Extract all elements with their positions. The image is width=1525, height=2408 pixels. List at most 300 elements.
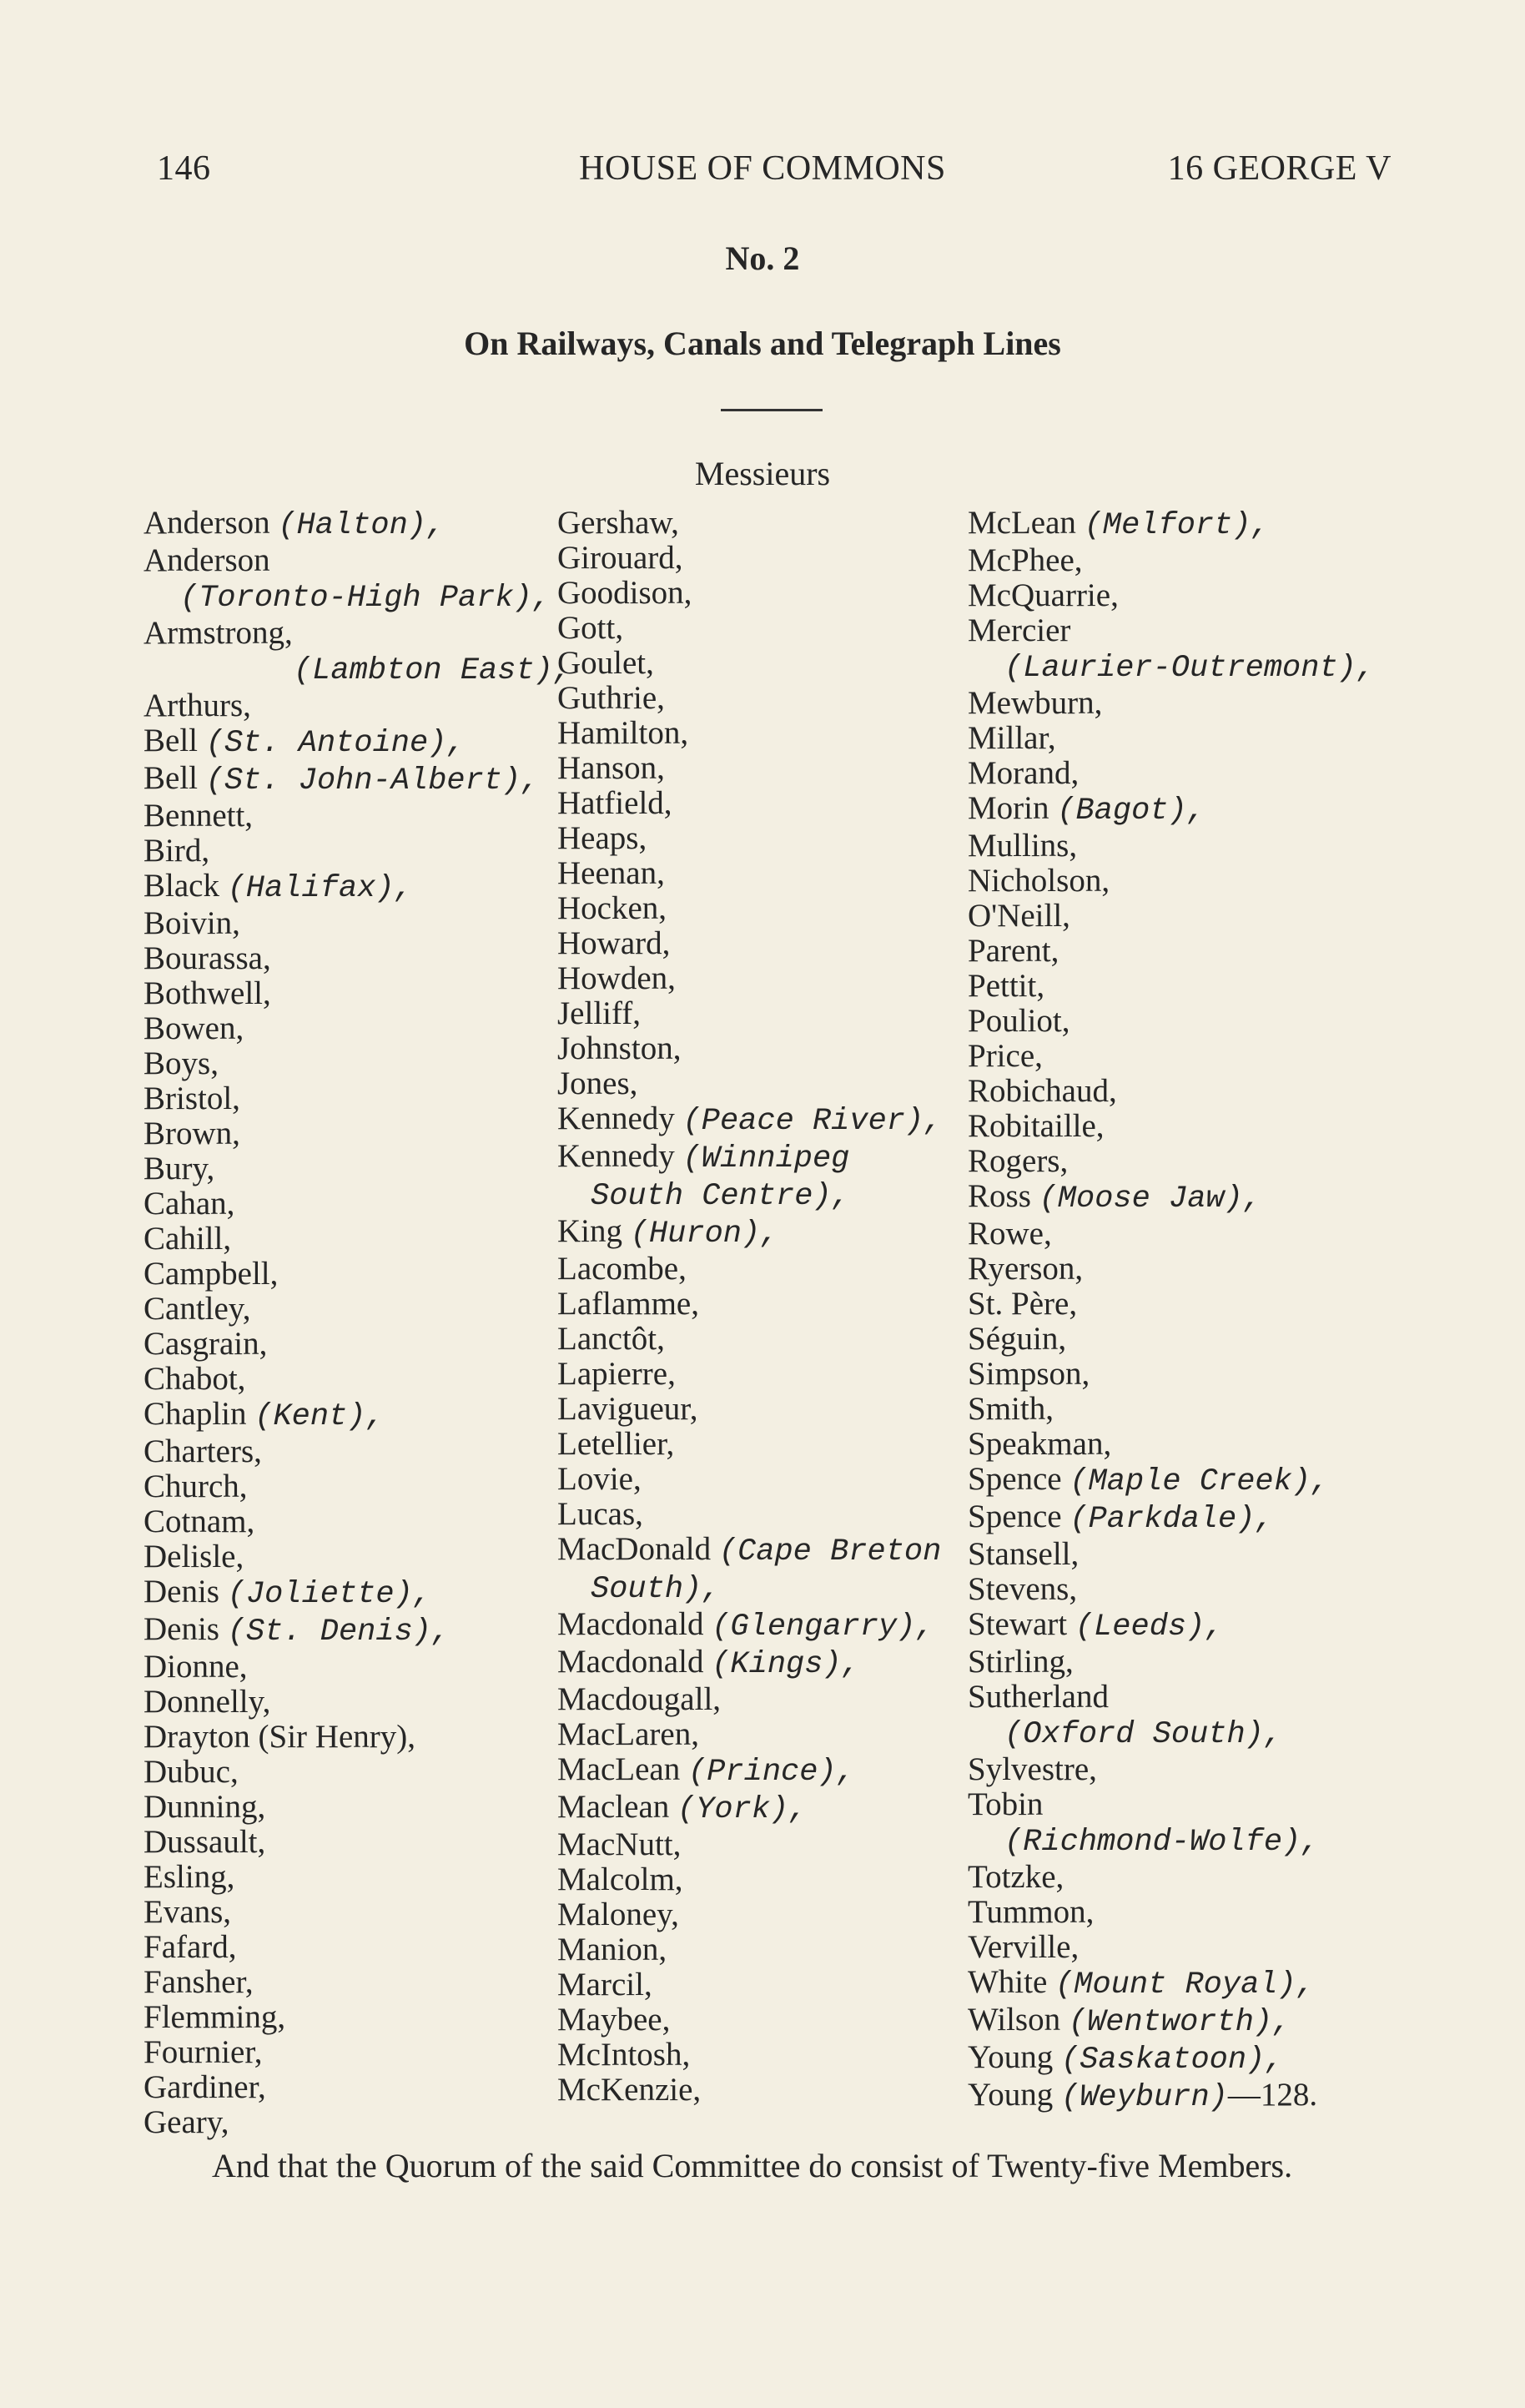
member-name: Johnston, [557,1030,682,1066]
member-entry [557,1607,974,1645]
member-entry [557,996,974,1031]
member-district: (Wentworth), [1068,2005,1291,2040]
member-entry [143,1222,561,1257]
member-name: Stewart [968,1606,1068,1642]
member-count: —128. [1227,2077,1318,2113]
member-entry [968,686,1435,721]
member-name: Heenan, [557,855,665,891]
member-name: Dussault, [143,1824,266,1860]
member-name: Delisle, [143,1539,244,1574]
member-entry [968,1109,1435,1144]
member-name: Howard, [557,925,671,961]
member-district: (Laurier-Outremont), [1004,651,1376,686]
member-entry [143,1116,561,1151]
member-name: Tummon, [968,1894,1095,1930]
member-entry [557,1645,974,1682]
member-district: (Kings), [712,1647,860,1682]
member-name: Totzke, [968,1859,1064,1895]
member-entry [968,829,1435,864]
member-entry [143,1504,561,1539]
member-entry [968,1322,1435,1357]
member-name: Pettit, [968,968,1045,1004]
member-name: Armstrong, [143,615,293,651]
member-name: Arthurs, [143,688,251,723]
member-name: Cantley, [143,1291,251,1327]
member-entry [143,798,561,834]
member-entry [968,1537,1435,1572]
member-entry [143,1327,561,1362]
member-name: Jelliff, [557,995,642,1031]
member-name: Ryerson, [968,1251,1084,1287]
member-entry [968,1860,1435,1895]
member-name: Macdonald [557,1606,704,1642]
member-name: Cahan, [143,1186,235,1222]
member-name: Fafard, [143,1929,237,1965]
member-entry [968,2040,1435,2078]
member-entry [143,976,561,1011]
page-number: 146 [157,149,211,188]
member-name: Lanctôt, [557,1321,665,1357]
member-entry [143,869,561,906]
member-entry [968,1752,1435,1787]
member-name: Young [968,2039,1054,2075]
member-entry [968,756,1435,791]
member-entry [557,1101,974,1139]
member-entry [143,1825,561,1860]
member-entry [143,2070,561,2105]
member-name: Lavigueur, [557,1391,698,1427]
member-entry [557,856,974,891]
member-name: Hatfield, [557,785,672,821]
member-name: Maloney, [557,1897,679,1932]
member-entry [968,934,1435,969]
salutation: Messieurs [694,455,831,492]
member-name: Esling, [143,1859,235,1895]
member-district: South), [591,1572,721,1607]
member-name: Letellier, [557,1426,675,1462]
member-district: (Peace River), [682,1104,943,1139]
member-district: (Melfort), [1084,508,1270,543]
member-name: Gott, [557,610,624,646]
member-name: Hanson, [557,750,665,786]
member-name: Price, [968,1038,1043,1074]
member-entry [968,864,1435,899]
member-entry [968,969,1435,1004]
member-entry [557,1790,974,1827]
member-district: (Huron), [630,1217,779,1252]
member-entry [557,1252,974,1287]
member-name: Chaplin [143,1396,247,1432]
member-name: Macdougall, [557,1681,722,1717]
member-entry [143,1046,561,1081]
member-entry [143,1612,561,1650]
member-name: Gardiner, [143,2069,266,2105]
member-name: Marcil, [557,1967,652,2002]
member-name: Sutherland [968,1679,1109,1715]
member-name: Morand, [968,755,1080,791]
member-name: Robichaud, [968,1073,1117,1109]
member-entry [143,1930,561,1965]
member-entry [968,1287,1435,1322]
member-entry [968,1895,1435,1930]
member-name: Bowen, [143,1010,244,1046]
member-name: Charters, [143,1433,262,1469]
member-name: Sylvestre, [968,1751,1097,1787]
member-name: McLean [968,505,1076,541]
member-name: Lovie, [557,1461,642,1497]
member-entry [557,1214,974,1252]
member-name: Fournier, [143,2034,263,2070]
member-entry [557,1932,974,1967]
member-district: (Oxford South), [1004,1717,1283,1752]
member-entry [968,1074,1435,1109]
member-entry [143,1151,561,1186]
member-name: Millar, [968,720,1056,756]
member-entry [143,1257,561,1292]
member-entry [143,1650,561,1685]
member-entry [557,961,974,996]
member-entry [143,1860,561,1895]
member-entry [557,786,974,821]
member-entry [557,2073,974,2108]
member-entry [557,1357,974,1392]
member-district-continued [968,648,1435,686]
member-entry [557,1967,974,2002]
member-entry [968,1427,1435,1462]
member-name: Dunning, [143,1789,266,1825]
member-name: Smith, [968,1391,1054,1427]
member-name: King [557,1213,622,1249]
member-name: Kennedy [557,1138,675,1174]
member-name: Morin [968,790,1049,826]
member-name: Hamilton, [557,715,689,751]
member-name: Manion, [557,1932,667,1967]
member-entry [557,1897,974,1932]
member-name: Goodison, [557,575,692,611]
member-entry [557,1717,974,1752]
member-district: (Halifax), [227,871,413,906]
member-entry [968,1144,1435,1179]
divider-rule [721,409,823,411]
member-name: Bell [143,760,198,796]
member-entry [557,646,974,681]
member-entry [557,1497,974,1532]
member-name: Pouliot, [968,1003,1070,1039]
member-entry [557,681,974,716]
member-entry [968,1930,1435,1965]
running-title: HOUSE OF COMMONS [579,149,946,188]
member-column-2 [557,506,974,2108]
member-entry [968,578,1435,613]
member-entry [143,2105,561,2140]
member-name: Rowe, [968,1216,1052,1252]
member-entry [143,2035,561,2070]
member-entry [143,1469,561,1504]
member-entry [557,1827,974,1862]
member-name: Spence [968,1499,1062,1534]
member-name: Drayton (Sir Henry), [143,1719,415,1755]
member-entry [143,1397,561,1434]
regnal-year: 16 GEORGE V [1167,149,1392,188]
member-column-1 [143,505,572,2140]
member-name: Séguin, [968,1321,1067,1357]
member-district: (Mount Royal), [1055,1967,1315,2002]
member-district: (Richmond-Wolfe), [1004,1825,1320,1860]
member-name: Speakman, [968,1426,1112,1462]
member-name: Bristol, [143,1081,240,1116]
member-name: Boivin, [143,905,240,941]
member-entry [143,1011,561,1046]
member-entry [143,761,561,798]
member-name: Hocken, [557,890,667,926]
member-name: St. Père, [968,1286,1078,1322]
member-entry [143,834,561,869]
member-entry [557,1392,974,1427]
member-name: Bury, [143,1151,215,1186]
member-name: Kennedy [557,1101,675,1136]
member-district-continued [968,1822,1435,1860]
member-name: Goulet, [557,645,654,681]
member-entry [968,791,1435,829]
member-district: South Centre), [591,1179,850,1214]
member-entry [968,1645,1435,1680]
member-name: Rogers, [968,1143,1069,1179]
member-name: Young [968,2077,1054,2113]
member-name: Cahill, [143,1221,232,1257]
member-name: Cotnam, [143,1504,255,1539]
member-entry [968,506,1435,543]
member-district: (Leeds), [1075,1610,1224,1645]
member-district: (St. Antoine), [205,726,466,761]
member-name: Macdonald [557,1644,704,1680]
member-entry [143,543,561,578]
member-entry [557,891,974,926]
member-name: Dubuc, [143,1754,239,1790]
member-entry [557,1532,974,1569]
member-district: (St. Denis), [227,1615,450,1650]
member-entry [557,611,974,646]
member-entry [143,1895,561,1930]
member-name: Anderson [143,505,270,541]
member-name: McKenzie, [557,2072,702,2108]
closing-paragraph [143,2148,1375,2184]
member-entry [557,1322,974,1357]
member-name: Bourassa, [143,940,271,976]
member-name: Casgrain, [143,1326,268,1362]
member-name: Parent, [968,933,1059,969]
member-name: Church, [143,1468,248,1504]
member-entry [143,1081,561,1116]
member-name: White [968,1964,1048,2000]
member-entry [143,688,561,723]
member-entry [143,1434,561,1469]
member-entry [557,1862,974,1897]
member-district: (Parkdale), [1070,1502,1274,1537]
member-entry [968,1787,1435,1822]
member-name: Lucas, [557,1496,643,1532]
member-name: Bell [143,723,198,758]
member-district: (York), [677,1792,808,1827]
member-entry [143,1790,561,1825]
member-name: Flemming, [143,1999,286,2035]
member-entry [557,1752,974,1790]
member-name: Stirling, [968,1644,1074,1680]
member-entry [557,541,974,576]
member-name: Stansell, [968,1536,1080,1572]
member-entry [557,1682,974,1717]
member-entry [557,926,974,961]
member-name: Maybee, [557,2002,671,2038]
member-entry [557,2002,974,2038]
member-name: MacNutt, [557,1826,682,1862]
member-entry [557,1427,974,1462]
member-entry [557,821,974,856]
member-name: Spence [968,1461,1062,1497]
member-name: Verville, [968,1929,1080,1965]
member-entry [143,2000,561,2035]
member-name: Denis [143,1611,219,1647]
member-name: Fansher, [143,1964,254,2000]
member-entry [143,723,561,761]
member-name: McPhee, [968,542,1083,578]
member-district-continued [143,651,572,688]
quorum-text: And that the Quorum of the said Committee do consist of Twenty-five Members. [212,2147,1293,2184]
member-name: Boys, [143,1045,219,1081]
member-entry [557,576,974,611]
member-name: Brown, [143,1116,240,1151]
member-name: Lapierre, [557,1356,676,1392]
member-district: (Weyburn) [1061,2080,1228,2115]
member-district: (Joliette), [227,1577,431,1612]
member-name: MacDonald [557,1531,712,1567]
member-district-continued [968,1715,1435,1752]
member-entry [557,1287,974,1322]
member-entry [557,2038,974,2073]
member-column-3 [968,506,1435,2115]
member-name: Denis [143,1574,219,1610]
member-entry [143,906,561,941]
member-entry [968,1499,1435,1537]
member-entry [968,1252,1435,1287]
member-name: Bennett, [143,798,254,834]
member-name: Tobin [968,1786,1044,1822]
member-name: Gershaw, [557,505,679,541]
member-name: Campbell, [143,1256,279,1292]
member-district: (Prince), [688,1755,855,1790]
member-name: Malcolm, [557,1861,683,1897]
member-entry [143,1755,561,1790]
member-name: Bird, [143,833,210,869]
member-entry [968,1572,1435,1607]
member-entry [968,543,1435,578]
member-district: (Moose Jaw), [1039,1181,1262,1217]
section-title: On Railways, Canals and Telegraph Lines [464,325,1061,362]
member-name: Nicholson, [968,863,1110,899]
member-entry [968,899,1435,934]
member-name: MacLean [557,1751,681,1787]
member-entry [143,616,561,651]
member-name: Mewburn, [968,685,1103,721]
member-name: Stevens, [968,1571,1078,1607]
member-name: Dionne, [143,1649,248,1685]
member-entry [968,2002,1435,2040]
member-entry [557,1066,974,1101]
member-name: Mercier [968,612,1071,648]
member-name: Donnelly, [143,1684,271,1720]
member-entry [143,1186,561,1222]
member-entry [143,941,561,976]
member-name: Lacombe, [557,1251,687,1287]
member-entry [968,1965,1435,2002]
member-name: Wilson [968,2002,1061,2038]
member-district: (Toronto-High Park), [180,581,551,616]
member-entry [143,1362,561,1397]
member-entry [968,1392,1435,1427]
member-district: (St. John-Albert), [205,763,540,798]
member-district: (Glengarry), [712,1610,934,1645]
member-name: Bothwell, [143,975,271,1011]
member-entry [968,1357,1435,1392]
member-entry [143,1574,561,1612]
member-name: Laflamme, [557,1286,699,1322]
member-entry [557,1139,974,1176]
member-name: McQuarrie, [968,577,1119,613]
member-name: Jones, [557,1065,638,1101]
member-entry [968,1217,1435,1252]
member-entry [143,1292,561,1327]
member-district: (Cape Breton [718,1534,942,1569]
member-name: Chabot, [143,1361,246,1397]
member-entry [968,613,1435,648]
member-entry [968,1462,1435,1499]
member-entry [143,1965,561,2000]
member-name: O'Neill, [968,898,1070,934]
member-entry [968,1004,1435,1039]
section-number: No. 2 [725,239,800,277]
member-entry [557,751,974,786]
member-district: (Lambton East), [294,653,572,688]
member-name: Ross [968,1178,1031,1214]
member-name: Robitaille, [968,1108,1105,1144]
member-entry [143,1720,561,1755]
member-entry [557,1031,974,1066]
member-district: (Kent), [254,1399,385,1434]
member-entry [143,1539,561,1574]
member-name: Girouard, [557,540,683,576]
member-district: (Halton), [278,508,445,543]
member-district: (Bagot), [1057,793,1205,829]
member-name: Simpson, [968,1356,1090,1392]
member-name: Guthrie, [557,680,665,716]
member-name: Heaps, [557,820,647,856]
member-name: Evans, [143,1894,232,1930]
member-entry [968,1680,1435,1715]
member-entry [968,1039,1435,1074]
member-district: (Saskatoon), [1061,2043,1284,2078]
member-name: Geary, [143,2104,229,2140]
member-entry [968,721,1435,756]
member-name: Anderson [143,542,270,578]
member-entry [557,716,974,751]
member-district-continued [557,1176,974,1214]
member-district-continued [143,578,561,616]
member-entry [557,1462,974,1497]
member-entry [143,506,561,543]
member-name: Howden, [557,960,676,996]
member-district-continued [557,1569,974,1607]
member-district: (Maple Creek), [1070,1464,1330,1499]
member-name: Mullins, [968,828,1078,864]
